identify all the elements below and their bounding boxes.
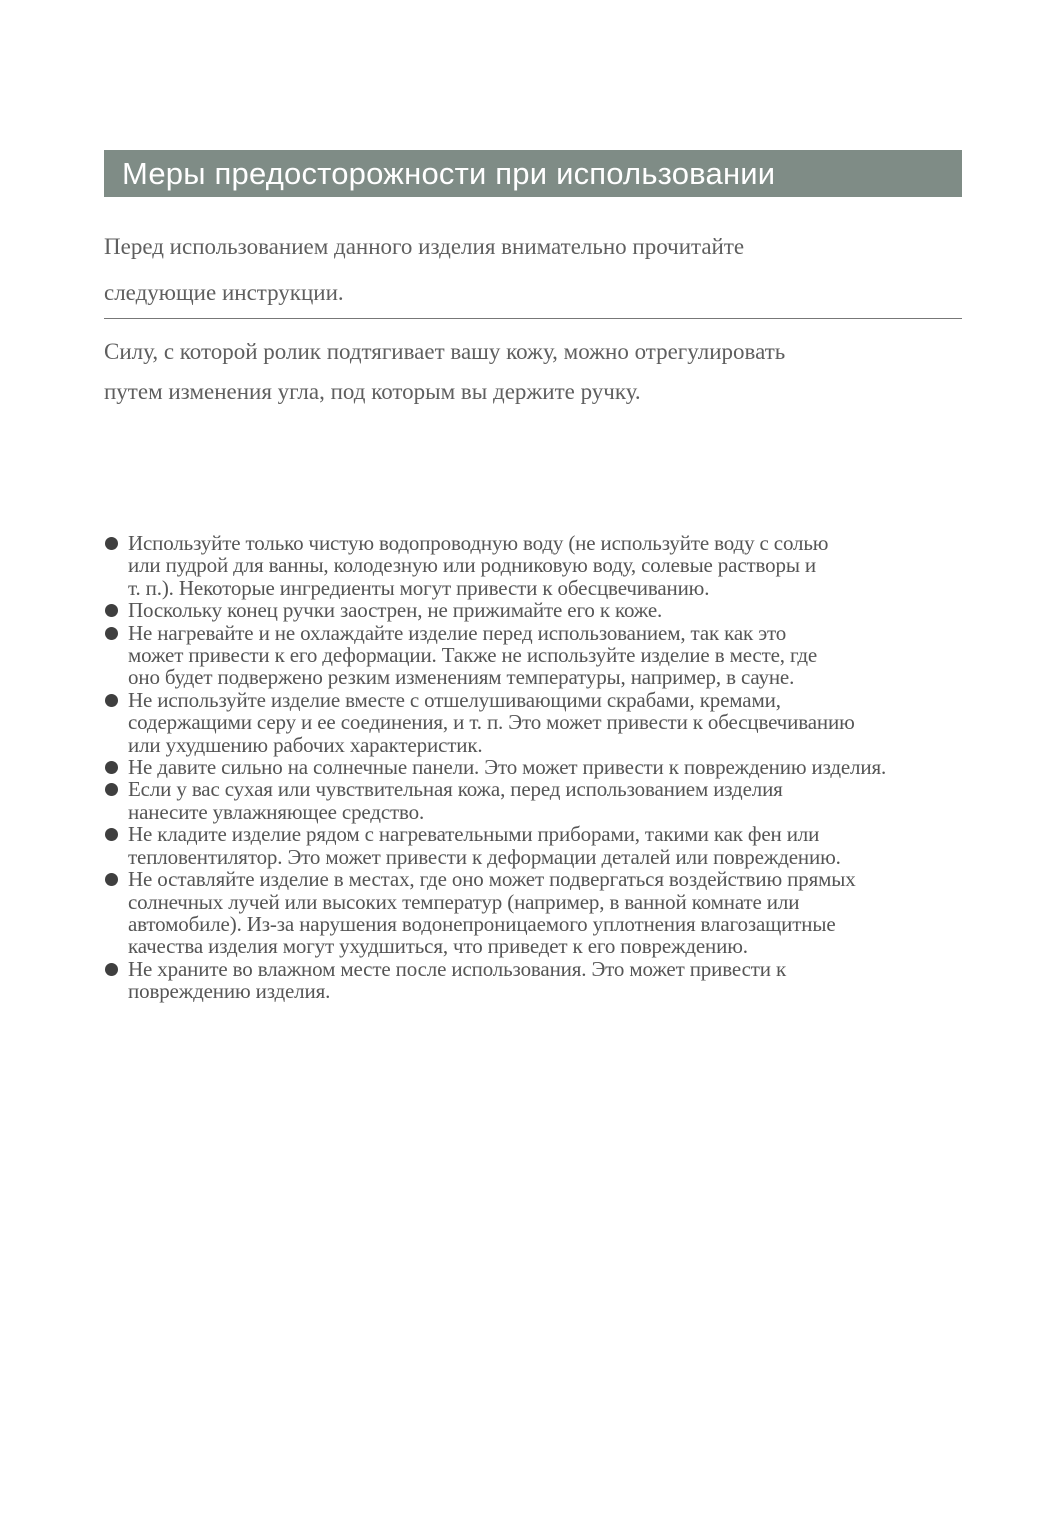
- precaution-item: [104, 756, 966, 778]
- precaution-item: [104, 689, 966, 756]
- precaution-line: Не храните во влажном месте после использования. Это может привести к: [128, 956, 787, 981]
- bullet-icon: [105, 783, 118, 796]
- precaution-line: Не используйте изделие вместе с отшелушивающими скрабами, кремами,: [128, 687, 781, 712]
- precaution-line: Не оставляйте изделие в местах, где оно может подвергаться воздействию прямых: [128, 867, 856, 892]
- precaution-line: может привести к его деформации. Также не используйте изделие в месте, где: [128, 643, 818, 668]
- precaution-line: нанесите увлажняющее средство.: [128, 799, 425, 824]
- bullet-icon: [105, 604, 118, 617]
- precaution-item: [104, 599, 966, 621]
- precaution-line: или ухудшению рабочих характеристик.: [128, 732, 483, 757]
- precaution-line: или пудрой для ванны, колодезную или родниковую воду, солевые растворы и: [128, 553, 816, 578]
- precaution-line: содержащими серу и ее соединения, и т. п. Это может привести к обесцвечиванию: [128, 710, 855, 735]
- precaution-item: [104, 778, 966, 823]
- precaution-line: Не нагревайте и не охлаждайте изделие перед использованием, так как это: [128, 620, 787, 645]
- note-line: путем изменения угла, под которым вы держите ручку.: [104, 379, 641, 404]
- intro-line: Перед использованием данного изделия внимательно прочитайте: [104, 234, 745, 259]
- page-title: Меры предосторожности при использовании: [122, 155, 776, 191]
- precaution-line: повреждению изделия.: [128, 979, 331, 1004]
- precaution-item: [104, 532, 966, 599]
- precaution-line: автомобиле). Из-за нарушения водонепроницаемого уплотнения влагозащитные: [128, 911, 836, 936]
- precaution-line: качества изделия могут ухудшиться, что приведет к его повреждению.: [128, 934, 748, 959]
- intro-line: следующие инструкции.: [104, 280, 344, 305]
- bullet-icon: [105, 627, 118, 640]
- precaution-line: Если у вас сухая или чувствительная кожа, перед использованием изделия: [128, 777, 783, 802]
- precautions-list: [104, 532, 966, 1003]
- precaution-line: Поскольку конец ручки заострен, не прижимайте его к коже.: [128, 598, 663, 623]
- precaution-line: Не давите сильно на солнечные панели. Это может привести к повреждению изделия.: [128, 755, 887, 780]
- intro-paragraph: [104, 224, 962, 316]
- precaution-line: т. п.). Некоторые ингредиенты могут привести к обесцвечиванию.: [128, 575, 710, 600]
- adjustment-note: [104, 332, 962, 412]
- precaution-line: солнечных лучей или высоких температур (например, в ванной комнате или: [128, 889, 800, 914]
- precaution-item: [104, 823, 966, 868]
- bullet-icon: [105, 963, 118, 976]
- precaution-line: оно будет подвержено резким изменениям температуры, например, в сауне.: [128, 665, 795, 690]
- precaution-line: тепловентилятор. Это может привести к деформации деталей или повреждению.: [128, 844, 841, 869]
- bullet-icon: [105, 828, 118, 841]
- precaution-item: [104, 868, 966, 958]
- bullet-icon: [105, 761, 118, 774]
- bullet-icon: [105, 873, 118, 886]
- note-line: Силу, с которой ролик подтягивает вашу кожу, можно отрегулировать: [104, 339, 786, 364]
- section-title-bar: [104, 150, 962, 197]
- precaution-line: Не кладите изделие рядом с нагревательными приборами, такими как фен или: [128, 822, 820, 847]
- bullet-icon: [105, 537, 118, 550]
- bullet-icon: [105, 694, 118, 707]
- divider: [104, 318, 962, 319]
- precaution-line: Используйте только чистую водопроводную воду (не используйте воду с солью: [128, 531, 829, 555]
- precaution-item: [104, 958, 966, 1003]
- precaution-item: [104, 622, 966, 689]
